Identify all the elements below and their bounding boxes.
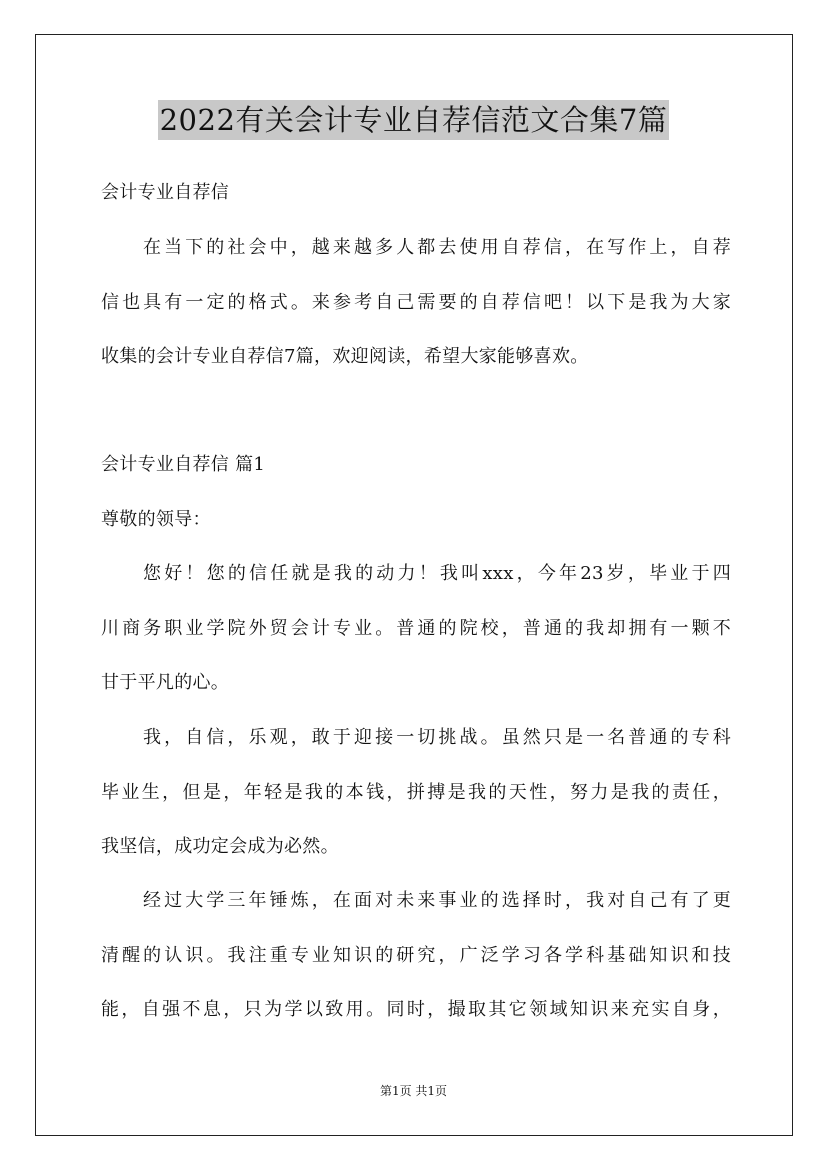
paragraph-line: 在当下的社会中，越来越多人都去使用自荐信，在写作上，自荐 <box>143 237 731 258</box>
section-heading: 会计专业自荐信 篇1 <box>101 454 266 475</box>
document-title: 2022有关会计专业自荐信范文合集7篇 <box>158 100 670 140</box>
paragraph-line: 我坚信，成功定会成为必然。 <box>101 836 339 857</box>
paragraph-line: 我，自信，乐观，敢于迎接一切挑战。虽然只是一名普通的专科 <box>143 727 731 748</box>
paragraph-line: 清醒的认识。我注重专业知识的研究，广泛学习各学科基础知识和技 <box>101 945 731 966</box>
paragraph-line: 您好！您的信任就是我的动力！我叫xxx，今年23岁，毕业于四 <box>143 563 731 584</box>
paragraph-line: 收集的会计专业自荐信7篇，欢迎阅读，希望大家能够喜欢。 <box>101 346 589 367</box>
paragraph-line: 经过大学三年锤炼，在面对未来事业的选择时，我对自己有了更 <box>143 890 731 911</box>
section-heading: 会计专业自荐信 <box>101 182 230 203</box>
paragraph-line: 信也具有一定的格式。来参考自己需要的自荐信吧！以下是我为大家 <box>101 292 731 313</box>
title-container <box>0 100 827 140</box>
page-footer: 第1页 共1页 <box>379 1084 448 1098</box>
paragraph-line: 川商务职业学院外贸会计专业。普通的院校，普通的我却拥有一颗不 <box>101 618 731 639</box>
paragraph-line: 能，自强不息，只为学以致用。同时，撮取其它领域知识来充实自身， <box>101 999 731 1020</box>
salutation: 尊敬的领导： <box>101 509 211 530</box>
paragraph-line: 甘于平凡的心。 <box>101 672 230 693</box>
paragraph-line: 毕业生，但是，年轻是我的本钱，拼搏是我的天性，努力是我的责任， <box>101 782 731 803</box>
